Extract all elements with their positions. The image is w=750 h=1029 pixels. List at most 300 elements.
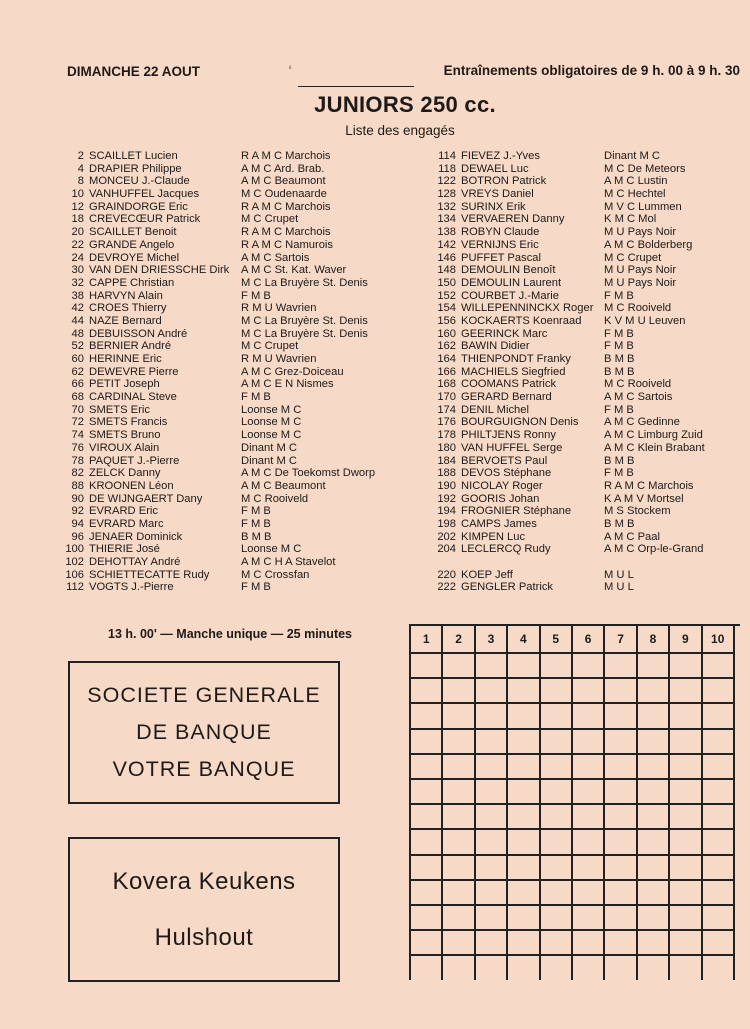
grid-cell <box>541 704 573 729</box>
entrant-club: A M C Klein Brabant <box>604 441 705 454</box>
grid-cell <box>703 654 735 679</box>
entrant-number: 94 <box>71 517 84 530</box>
entrant-number: 70 <box>71 403 84 416</box>
grid-cell <box>411 780 443 805</box>
grid-cell <box>605 654 637 679</box>
grid-cell <box>541 780 573 805</box>
grid-row <box>411 931 740 956</box>
grid-cell <box>638 931 670 956</box>
grid-cell <box>541 654 573 679</box>
entrant-number: 184 <box>437 454 456 467</box>
entrant-name: MONCEU J.-Claude <box>89 175 190 188</box>
grid-cell <box>670 755 702 780</box>
grid-cell <box>541 906 573 931</box>
grid-cell <box>573 856 605 881</box>
entrant-club: M S Stockem <box>604 505 671 518</box>
entrant-number: 204 <box>437 543 456 556</box>
entrant-number: 102 <box>65 556 84 568</box>
entrant-number: 178 <box>437 429 456 442</box>
grid-cell <box>638 805 670 830</box>
entrant-club: Dinant M C <box>241 454 297 467</box>
grid-cell <box>573 755 605 780</box>
sponsor-kovera-line-1: Kovera Keukens <box>112 867 296 895</box>
entrant-number: 92 <box>71 505 84 518</box>
sponsor-kovera-line-2: Hulshout <box>154 923 254 951</box>
entrant-name: THIERIE José <box>89 543 160 556</box>
grid-cell <box>476 856 508 881</box>
entrant-club: M C Rooiveld <box>604 378 672 391</box>
grid-cell <box>541 856 573 881</box>
entrant-name: EVRARD Eric <box>89 505 158 518</box>
entrant-club: M C Oudenaarde <box>241 188 327 201</box>
entrant-club: Loonse M C <box>241 403 302 416</box>
entrant-club: F M B <box>604 403 634 416</box>
entrant-number: 2 <box>77 150 84 162</box>
grid-row <box>411 755 740 780</box>
grid-cell <box>573 805 605 830</box>
entrant-name: BOTRON Patrick <box>461 175 547 188</box>
entrant-name: CREVECŒUR Patrick <box>89 213 201 226</box>
entrant-club: R A M C Marchois <box>241 200 331 213</box>
entrant-number: 164 <box>437 353 456 365</box>
entrant-number: 128 <box>437 188 456 201</box>
entrant-number: 10 <box>71 188 84 201</box>
grid-cell <box>508 704 540 729</box>
entrant-club: Loonse M C <box>241 543 302 556</box>
entrant-number: 222 <box>437 581 456 594</box>
grid-cell <box>476 654 508 679</box>
grid-cell <box>411 856 443 881</box>
entrant-name: VOGTS J.-Pierre <box>89 581 174 594</box>
grid-cell <box>411 881 443 906</box>
entrant-club: A M C Sartois <box>604 391 673 404</box>
grid-header-cell: 6 <box>573 626 605 654</box>
entrant-club: R A M C Namurois <box>241 238 334 251</box>
grid-cell <box>508 654 540 679</box>
entrant-club: M C La Bruyère St. Denis <box>241 276 368 289</box>
grid-cell <box>443 730 475 755</box>
entrant-number: 68 <box>71 391 84 404</box>
grid-cell <box>703 730 735 755</box>
grid-cell <box>670 730 702 755</box>
grid-cell <box>443 856 475 881</box>
entrant-number: 106 <box>65 568 84 581</box>
grid-header-cell: 7 <box>605 626 637 654</box>
grid-cell <box>703 830 735 855</box>
grid-cell <box>703 881 735 906</box>
entrant-club: F M B <box>604 327 634 340</box>
grid-row <box>411 805 740 830</box>
entrant-club: B M B <box>604 365 635 378</box>
grid-cell <box>670 780 702 805</box>
entrant-name: PHILTJENS Ronny <box>461 429 556 442</box>
entrant-name: VERVAEREN Danny <box>461 213 565 226</box>
grid-cell <box>573 956 605 980</box>
entrant-club: K M C Mol <box>604 213 657 226</box>
entrant-club: M C Rooiveld <box>241 492 309 505</box>
entrant-name: GEERINCK Marc <box>461 327 548 340</box>
results-grid <box>409 624 740 980</box>
entrant-number: 166 <box>437 365 456 378</box>
grid-header-cell: 5 <box>541 626 573 654</box>
page-subtitle: Liste des engagés <box>345 123 455 138</box>
grid-cell <box>605 906 637 931</box>
entrant-number: 52 <box>71 340 84 353</box>
grid-cell <box>573 780 605 805</box>
grid-row <box>411 830 740 855</box>
grid-cell <box>670 881 702 906</box>
entrant-name: GRANDE Angelo <box>89 238 175 251</box>
grid-row <box>411 730 740 755</box>
grid-cell <box>508 805 540 830</box>
entrant-number: 170 <box>437 391 456 404</box>
entrant-name: COOMANS Patrick <box>461 378 557 391</box>
entrant-name: GOORIS Johan <box>461 492 540 505</box>
entrant-number: 202 <box>437 530 456 543</box>
grid-row <box>411 906 740 931</box>
grid-cell <box>411 931 443 956</box>
entrant-number: 78 <box>71 454 84 467</box>
entrant-name: BERNIER André <box>89 340 172 353</box>
grid-cell <box>670 856 702 881</box>
entrant-club: M V C Lummen <box>604 200 682 213</box>
entrant-name: DEVOS Stéphane <box>461 467 552 480</box>
grid-cell <box>508 881 540 906</box>
grid-cell <box>573 931 605 956</box>
entrant-club: R A M C Marchois <box>241 226 331 239</box>
grid-cell <box>638 654 670 679</box>
entrant-number: 66 <box>71 378 84 391</box>
entrant-name: VERNIJNS Eric <box>461 238 539 251</box>
grid-cell <box>443 805 475 830</box>
entrant-number: 160 <box>437 327 456 340</box>
entrant-club: A M C St. Kat. Waver <box>241 264 347 277</box>
grid-cell <box>605 704 637 729</box>
entrant-number: 100 <box>65 543 84 556</box>
entrant-number: 76 <box>71 441 84 454</box>
entrant-number: 132 <box>437 200 456 213</box>
entrant-name: DENIL Michel <box>461 403 529 416</box>
entrant-name: FIEVEZ J.-Yves <box>461 150 540 162</box>
grid-cell <box>703 755 735 780</box>
grid-cell <box>476 830 508 855</box>
grid-cell <box>670 704 702 729</box>
grid-cell <box>476 679 508 704</box>
entrant-name: PAQUET J.-Pierre <box>89 454 180 467</box>
entrant-number: 62 <box>71 365 84 378</box>
entrant-club: F M B <box>241 289 271 302</box>
entrant-club: M C Crossfan <box>241 568 310 581</box>
entrant-club: K V M U Leuven <box>604 314 686 327</box>
entrant-number: 122 <box>437 175 456 188</box>
entrant-name: KROONEN Léon <box>89 479 174 492</box>
grid-cell <box>476 805 508 830</box>
entrant-name: ROBYN Claude <box>461 226 540 239</box>
entrant-club: M U L <box>604 581 634 594</box>
grid-cell <box>605 755 637 780</box>
grid-cell <box>508 906 540 931</box>
entrant-club: F M B <box>241 505 271 518</box>
grid-cell <box>508 956 540 980</box>
entrant-club: A M C Orp-le-Grand <box>604 543 704 556</box>
entrant-number: 48 <box>71 327 84 340</box>
grid-cell <box>638 704 670 729</box>
grid-cell <box>508 856 540 881</box>
header-date: DIMANCHE 22 AOUT <box>67 64 201 79</box>
grid-cell <box>638 830 670 855</box>
entrant-club: A M C H A Stavelot <box>241 556 336 568</box>
grid-cell <box>703 679 735 704</box>
entrant-name: HARVYN Alain <box>89 289 163 302</box>
entrant-name: DEWAEL Luc <box>461 162 529 175</box>
entrant-club: F M B <box>241 581 271 594</box>
grid-cell <box>605 856 637 881</box>
sponsor-bank-line-2: DE BANQUE <box>136 720 272 744</box>
entrant-number: 134 <box>437 213 456 226</box>
entrant-number: 20 <box>71 226 84 239</box>
grid-cell <box>670 956 702 980</box>
entrant-club: A M C Beaumont <box>241 175 326 188</box>
entrant-number: 90 <box>71 492 84 505</box>
entrant-name: VIROUX Alain <box>89 441 160 454</box>
entrant-name: VAN HUFFEL Serge <box>461 441 563 454</box>
entrant-club: R M U Wavrien <box>241 353 317 365</box>
grid-header-cell: 8 <box>638 626 670 654</box>
entrant-number: 190 <box>437 479 456 492</box>
entrant-number: 154 <box>437 302 456 315</box>
entrant-club: Loonse M C <box>241 416 302 429</box>
entrant-club: A M C Gedinne <box>604 416 680 429</box>
entrant-club: F M B <box>241 517 271 530</box>
grid-cell <box>443 956 475 980</box>
grid-cell <box>541 755 573 780</box>
grid-cell <box>541 730 573 755</box>
grid-cell <box>605 931 637 956</box>
entrant-club: M U Pays Noir <box>604 264 677 277</box>
entrant-club: M C La Bruyère St. Denis <box>241 314 368 327</box>
entrant-name: DRAPIER Philippe <box>89 162 182 175</box>
grid-cell <box>670 679 702 704</box>
grid-header-cell: 10 <box>703 626 735 654</box>
entrant-number: 82 <box>71 467 84 480</box>
grid-cell <box>541 830 573 855</box>
entrant-number: 30 <box>71 264 84 277</box>
entrant-number: 192 <box>437 492 456 505</box>
grid-cell <box>411 704 443 729</box>
entrant-number: 32 <box>71 276 84 289</box>
entrant-club: M C Crupet <box>604 251 662 264</box>
entrant-name: WILLEPENNINCKX Roger <box>461 302 594 315</box>
entrant-number: 38 <box>71 289 84 302</box>
entrant-number: 220 <box>437 568 456 581</box>
grid-cell <box>476 881 508 906</box>
entrant-name: BERVOETS Paul <box>461 454 548 467</box>
grid-cell <box>443 830 475 855</box>
grid-cell <box>508 780 540 805</box>
entrant-club: Dinant M C <box>604 150 660 162</box>
entrant-number: 194 <box>437 505 456 518</box>
grid-header-cell: 9 <box>670 626 702 654</box>
grid-cell <box>670 931 702 956</box>
entrant-club: Dinant M C <box>241 441 297 454</box>
entrant-club: B M B <box>241 530 272 543</box>
grid-cell <box>605 956 637 980</box>
header-rule <box>298 86 414 87</box>
grid-cell <box>605 805 637 830</box>
entrant-club: F M B <box>604 467 634 480</box>
grid-cell <box>541 679 573 704</box>
entrant-number: 146 <box>437 251 456 264</box>
grid-cell <box>670 805 702 830</box>
entrant-name: DEVROYE Michel <box>89 251 180 264</box>
entrant-number: 168 <box>437 378 456 391</box>
entrant-name: SMETS Francis <box>89 416 168 429</box>
grid-cell <box>638 730 670 755</box>
grid-cell <box>573 830 605 855</box>
grid-cell <box>703 856 735 881</box>
sponsor-bank-line-3: VOTRE BANQUE <box>112 757 296 781</box>
grid-cell <box>476 755 508 780</box>
entrant-number: 142 <box>437 238 456 251</box>
entrant-name: BOURGUIGNON Denis <box>461 416 579 429</box>
entrant-name: COURBET J.-Marie <box>461 289 560 302</box>
page-title: JUNIORS 250 cc. <box>314 92 496 117</box>
entrant-name: LECLERCQ Rudy <box>461 543 551 556</box>
entrant-club: A M C Bolderberg <box>604 238 693 251</box>
entrant-name: SURINX Erik <box>461 200 526 213</box>
entrant-name: NICOLAY Roger <box>461 479 543 492</box>
grid-cell <box>411 956 443 980</box>
grid-header-cell: 2 <box>443 626 475 654</box>
entrant-name: VREYS Daniel <box>461 188 534 201</box>
entrant-club: A M C Ard. Brab. <box>241 162 325 175</box>
grid-row <box>411 654 740 679</box>
sponsor-box-kovera <box>68 837 340 982</box>
entrant-name: CROES Thierry <box>89 302 167 315</box>
entrant-number: 174 <box>437 403 456 416</box>
grid-cell <box>411 805 443 830</box>
grid-cell <box>476 704 508 729</box>
grid-cell <box>476 931 508 956</box>
entrant-name: DEHOTTAY André <box>89 556 181 568</box>
entrant-club: M C De Meteors <box>604 162 686 175</box>
grid-cell <box>508 931 540 956</box>
grid-cell <box>638 881 670 906</box>
entrant-club: M U Pays Noir <box>604 226 677 239</box>
entrant-name: SCAILLET Lucien <box>89 150 178 162</box>
entrant-club: M C Rooiveld <box>604 302 672 315</box>
entrant-number: 12 <box>71 200 84 213</box>
grid-header-row <box>411 626 740 654</box>
entrant-club: A M C Lustin <box>604 175 668 188</box>
grid-cell <box>443 679 475 704</box>
entrant-name: JENAER Dominick <box>89 530 183 543</box>
grid-cell <box>638 956 670 980</box>
grid-cell <box>573 704 605 729</box>
entrant-club: R M U Wavrien <box>241 302 317 315</box>
entrant-name: SCHIETTECATTE Rudy <box>89 568 210 581</box>
entrant-name: CARDINAL Steve <box>89 391 177 404</box>
entrant-club: M C Crupet <box>241 213 299 226</box>
grid-cell <box>638 679 670 704</box>
grid-cell <box>638 755 670 780</box>
entrant-club: M C Hechtel <box>604 188 666 201</box>
entrant-number: 118 <box>438 162 456 175</box>
grid-cell <box>411 830 443 855</box>
entrant-name: BAWIN Didier <box>461 340 530 353</box>
entrant-club: M U L <box>604 568 634 581</box>
grid-cell <box>476 730 508 755</box>
grid-cell <box>573 654 605 679</box>
grid-cell <box>605 830 637 855</box>
grid-row <box>411 881 740 906</box>
entrant-number: 96 <box>71 530 84 543</box>
entrant-club: F M B <box>604 289 634 302</box>
grid-cell <box>443 780 475 805</box>
entrant-name: VANHUFFEL Jacques <box>89 188 200 201</box>
grid-cell <box>443 704 475 729</box>
entrant-number: 198 <box>437 517 456 530</box>
entrant-number: 176 <box>437 416 456 429</box>
grid-row <box>411 956 740 980</box>
entrant-number: 60 <box>71 353 84 365</box>
race-info: 13 h. 00' — Manche unique — 25 minutes <box>108 627 353 641</box>
grid-cell <box>476 956 508 980</box>
entrant-club: B M B <box>604 454 635 467</box>
entrant-name: PETIT Joseph <box>89 378 160 391</box>
grid-header-cell: 3 <box>476 626 508 654</box>
entrant-name: CAMPS James <box>461 517 537 530</box>
grid-cell <box>573 679 605 704</box>
entrant-name: KOEP Jeff <box>461 568 513 581</box>
grid-cell <box>638 906 670 931</box>
entrant-number: 22 <box>71 238 84 251</box>
grid-cell <box>670 830 702 855</box>
entrant-name: HERINNE Eric <box>89 353 162 365</box>
entrant-name: SCAILLET Benoit <box>89 226 177 239</box>
grid-row <box>411 780 740 805</box>
grid-cell <box>476 780 508 805</box>
grid-row <box>411 856 740 881</box>
entrant-number: 148 <box>437 264 456 277</box>
entrant-name: KIMPEN Luc <box>461 530 526 543</box>
entrant-club: F M B <box>604 340 634 353</box>
entrant-number: 152 <box>437 289 456 302</box>
grid-cell <box>411 755 443 780</box>
grid-cell <box>703 805 735 830</box>
grid-cell <box>605 679 637 704</box>
grid-cell <box>638 780 670 805</box>
grid-cell <box>703 956 735 980</box>
entrant-club: F M B <box>241 391 271 404</box>
header-training-times: Entraînements obligatoires de 9 h. 00 à 9 h. 30 <box>443 63 740 78</box>
grid-cell <box>508 755 540 780</box>
entrant-club: A M C Beaumont <box>241 479 326 492</box>
entrant-name: GENGLER Patrick <box>461 581 554 594</box>
grid-cell <box>411 906 443 931</box>
entrant-number: 72 <box>71 416 84 429</box>
entrant-name: THIENPONDT Franky <box>461 353 571 365</box>
entrant-name: CAPPE Christian <box>89 276 175 289</box>
entrant-number: 18 <box>71 213 84 226</box>
entrant-number: 114 <box>438 150 456 162</box>
sponsor-bank-line-1: SOCIETE GENERALE <box>87 683 321 707</box>
entrant-club: R A M C Marchois <box>241 150 331 162</box>
entrant-name: FROGNIER Stéphane <box>461 505 572 518</box>
entrant-name: GERARD Bernard <box>461 391 552 404</box>
entrant-number: 4 <box>77 162 84 175</box>
grid-cell <box>443 906 475 931</box>
